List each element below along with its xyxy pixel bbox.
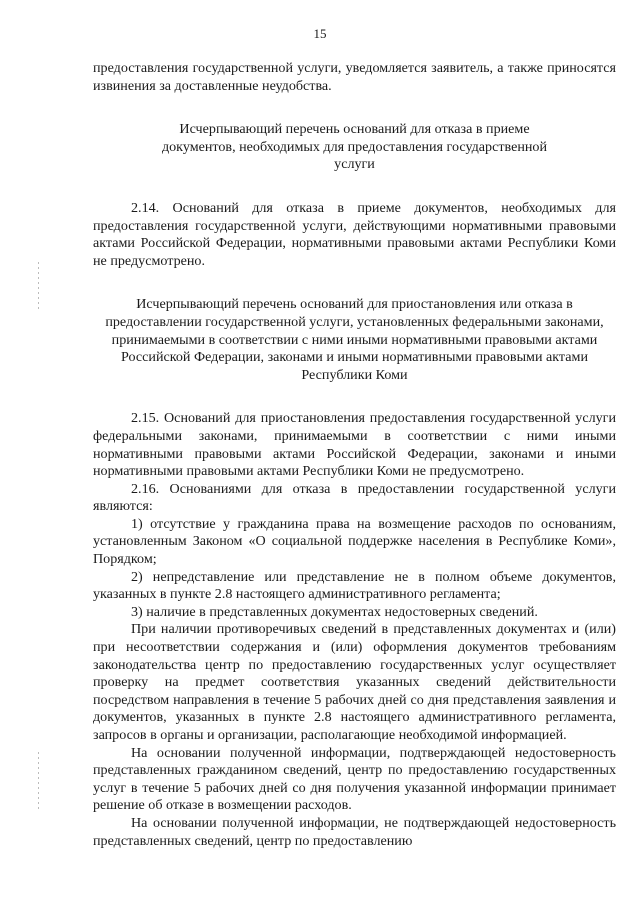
scan-margin-mark: [38, 262, 39, 310]
list-item-1: 1) отсутствие у гражданина права на возмещение расходов по основаниям, установленным Законом «О социальной поддержке населения в Республике Коми», Порядком;: [93, 515, 616, 568]
section-heading-refusal-acceptance: Исчерпывающий перечень оснований для отказа в приеме документов, необходимых для предоставления государственной услуги: [161, 121, 548, 173]
paragraph-not-confirming-info: На основании полученной информации, не подтверждающей недостоверность представленных сведений, центр по предоставлению: [93, 814, 616, 849]
paragraph-2-14: 2.14. Оснований для отказа в приеме документов, необходимых для предоставления государственной услуги, действующими нормативными правовыми актами Российской Федерации, нормативными правовыми актами Республики Коми не предусмотрено.: [93, 199, 616, 269]
paragraph-2-16: 2.16. Основаниями для отказа в предоставлении государственной услуги являются:: [93, 480, 616, 515]
page-number: 15: [313, 26, 327, 41]
scan-margin-mark: [38, 752, 39, 812]
list-item-3: 3) наличие в представленных документах недостоверных сведений.: [131, 603, 538, 620]
spacer: [93, 270, 616, 296]
spacer: [93, 174, 616, 200]
paragraph-2-15: 2.15. Оснований для приостановления предоставления государственной услуги федеральными законами, принимаемыми в соответствии с ними иными нормативными правовыми актами Российской Федерации, законами и иными нормативными правовыми актами Республики Коми не предусмотрено.: [93, 410, 616, 480]
spacer: [93, 384, 616, 410]
paragraph-contradictory-info: При наличии противоречивых сведений в представленных документах и (или) при несоответствии содержания и (или) оформления документов требованиям законодательства центр по предоставлению государственных услуг осуществляет проверку на предмет соответствия указанных сведений действительности посредством направления в течение 5 рабочих дней со дня представления заявления и документов, указанных в пункте 2.8 настоящего административного регламента, запросов в органы и организации, располагающие необходимой информацией.: [93, 621, 616, 743]
list-item-2: 2) непредставление или представление не в полном объеме документов, указанных в пункте 2.8 настоящего административного регламента;: [93, 568, 616, 603]
paragraph-confirming-info: На основании полученной информации, подтверждающей недостоверность представленных гражданином сведений, центр по предоставлению государственных услуг в течение 5 рабочих дней со дня получения указанной информации принимает решение об отказе в возмещении расходов.: [93, 744, 616, 814]
section-heading-suspension-refusal: Исчерпывающий перечень оснований для приостановления или отказа в предоставлении государственной услуги, установленных федеральными законами, принимаемыми в соответствии с ними иными нормативными правовыми актами Российской Федерации, законами и иными нормативными правовыми актами Республики Коми: [105, 296, 604, 383]
spacer: [93, 95, 616, 121]
document-body: [93, 60, 616, 850]
paragraph-continuation: предоставления государственной услуги, уведомляется заявитель, а также приносятся извинения за доставленные неудобства.: [93, 60, 616, 94]
